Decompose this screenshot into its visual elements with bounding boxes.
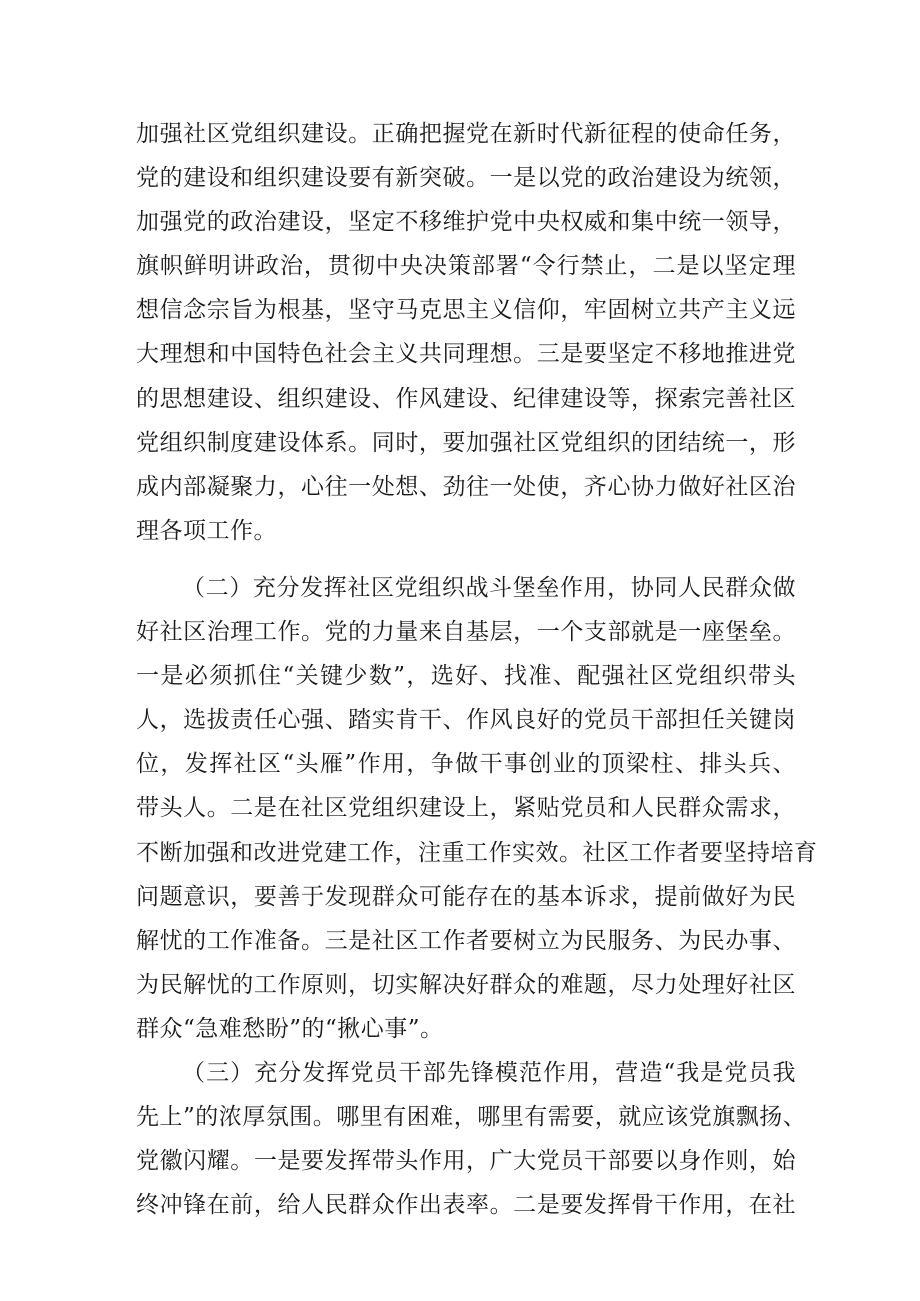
text-line: 群众“急难愁盼”的“揪心事”。 [136,1015,444,1042]
text-line: 理各项工作。 [136,517,277,544]
text-line: 党的建设和组织建设要有新突破。一是以党的政治建设为统领， [136,165,796,192]
paragraph-1 [136,112,796,553]
text-line: 人，选拔责任心强、踏实肯干、作风良好的党员干部担任关键岗 [136,707,796,734]
text-line: （三）充分发挥党员干部先锋模范作用，营造“我是党员我 [182,1059,796,1086]
document-body [136,112,818,1227]
text-line: 不断加强和改进党建工作，注重工作实效。社区工作者要坚持培育 [136,839,818,866]
text-line: 位，发挥社区“头雁”作用，争做干事创业的顶梁柱、排头兵、 [136,751,796,778]
text-line: 好社区治理工作。党的力量来自基层，一个支部就是一座堡垒。 [136,619,796,646]
text-line: 的思想建设、组织建设、作风建设、纪律建设等，探索完善社区 [136,385,796,412]
text-line: 党组织制度建设体系。同时，要加强社区党组织的团结统一，形 [136,429,796,456]
text-line: 旗帜鲜明讲政治，贯彻中央决策部署“令行禁止，二是以坚定理 [136,253,796,280]
text-line: 问题意识，要善于发现群众可能存在的基本诉求，提前做好为民 [136,883,796,910]
text-line: 带头人。二是在社区党组织建设上，紧贴党员和人民群众需求， [136,795,796,822]
text-line: 大理想和中国特色社会主义共同理想。三是要坚定不移地推进党 [136,341,796,368]
text-line: 加强社区党组织建设。正确把握党在新时代新征程的使命任务， [136,121,796,147]
text-line: 解忧的工作准备。三是社区工作者要树立为民服务、为民办事、 [136,927,796,954]
text-line: 一是必须抓住“关键少数”，选好、找准、配强社区党组织带头 [136,663,796,690]
text-line: 终冲锋在前，给人民群众作出表率。二是要发挥骨干作用，在社 [136,1192,796,1219]
paragraph-2 [136,566,818,1051]
text-line: 加强党的政治建设，坚定不移维护党中央权威和集中统一领导， [136,209,796,236]
text-line: 成内部凝聚力，心往一处想、劲往一处使，齐心协力做好社区治 [136,473,796,500]
paragraph-3 [136,1051,807,1227]
text-line: 为民解忧的工作原则，切实解决好群众的难题，尽力处理好社区 [136,971,796,998]
text-line: 想信念宗旨为根基，坚守马克思主义信仰，牢固树立共产主义远 [136,297,796,324]
text-line: （二）充分发挥社区党组织战斗堡垒作用，协同人民群众做 [182,574,796,601]
text-line: 党徽闪耀。一是要发挥带头作用，广大党员干部要以身作则，始 [136,1148,796,1175]
paragraph-spacer [136,553,796,566]
text-line: 先上”的浓厚氛围。哪里有困难，哪里有需要，就应该党旗飘扬、 [136,1104,807,1131]
